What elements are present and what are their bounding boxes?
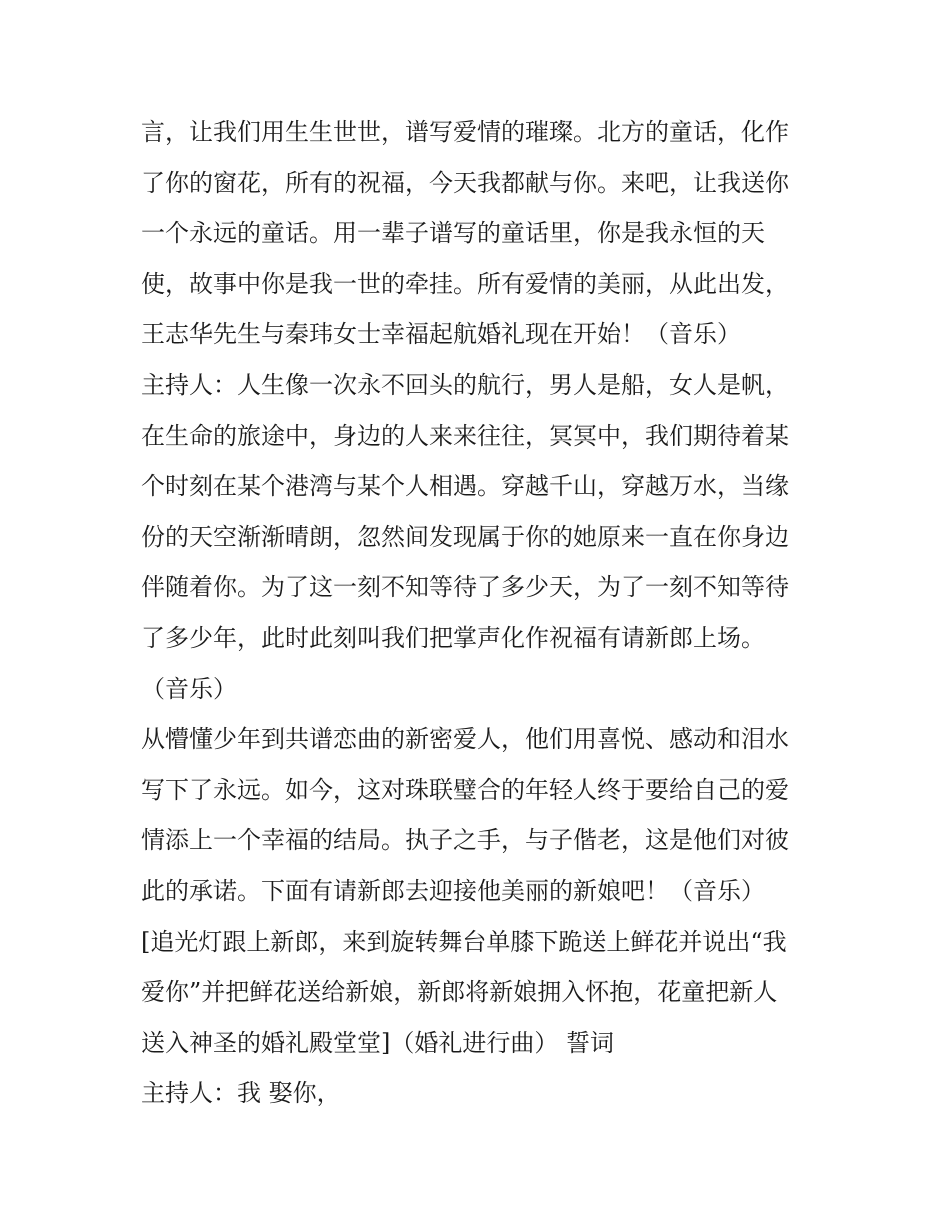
text-line: 王志华先生与秦玮女士幸福起航婚礼现在开始！（音乐） (141, 320, 741, 349)
text-line: （音乐） (141, 674, 237, 703)
text-line: 爱你”并把鲜花送给新娘，新郎将新娘拥入怀抱，花童把新人 (141, 978, 778, 1007)
text-line: 在生命的旅途中，身边的人来来往往，冥冥中，我们期待着某 (141, 421, 789, 450)
document-body (141, 107, 831, 1119)
text-line: 一个永远的童话。用一辈子谱写的童话里，你是我永恒的天 (141, 219, 765, 248)
text-line: 了多少年，此时此刻叫我们把掌声化作祝福有请新郎上场。 (141, 623, 765, 652)
text-line: 此的承诺。下面有请新郎去迎接他美丽的新娘吧！（音乐） (141, 876, 765, 905)
text-line: 主持人：我 娶你， (141, 1079, 341, 1108)
text-line: 份的天空渐渐晴朗，忽然间发现属于你的她原来一直在你身边 (141, 522, 789, 551)
text-line: 情添上一个幸福的结局。执子之手，与子偕老，这是他们对彼 (141, 826, 789, 855)
text-line: [追光灯跟上新郎，来到旋转舞台单膝下跪送上鲜花并说出“我 (141, 927, 787, 956)
text-line: 伴随着你。为了这一刻不知等待了多少天，为了一刻不知等待 (141, 573, 789, 602)
text-line: 使，故事中你是我一世的牵挂。所有爱情的美丽，从此出发， (141, 269, 789, 298)
text-line: 写下了永远。如今，这对珠联璧合的年轻人终于要给自己的爱 (141, 775, 789, 804)
text-line: 从懵懂少年到共谱恋曲的新密爱人，他们用喜悦、感动和泪水 (141, 725, 789, 754)
text-line: 送入神圣的婚礼殿堂堂]（婚礼进行曲） 誓词 (141, 1028, 614, 1057)
text-line: 了你的窗花，所有的祝福，今天我都献与你。来吧，让我送你 (141, 168, 789, 197)
text-line: 言，让我们用生生世世，谱写爱情的璀璨。北方的童话，化作 (141, 118, 789, 146)
text-line: 主持人：人生像一次永不回头的航行，男人是船，女人是帆， (141, 370, 789, 399)
text-line: 个时刻在某个港湾与某个人相遇。穿越千山，穿越万水，当缘 (141, 472, 789, 501)
